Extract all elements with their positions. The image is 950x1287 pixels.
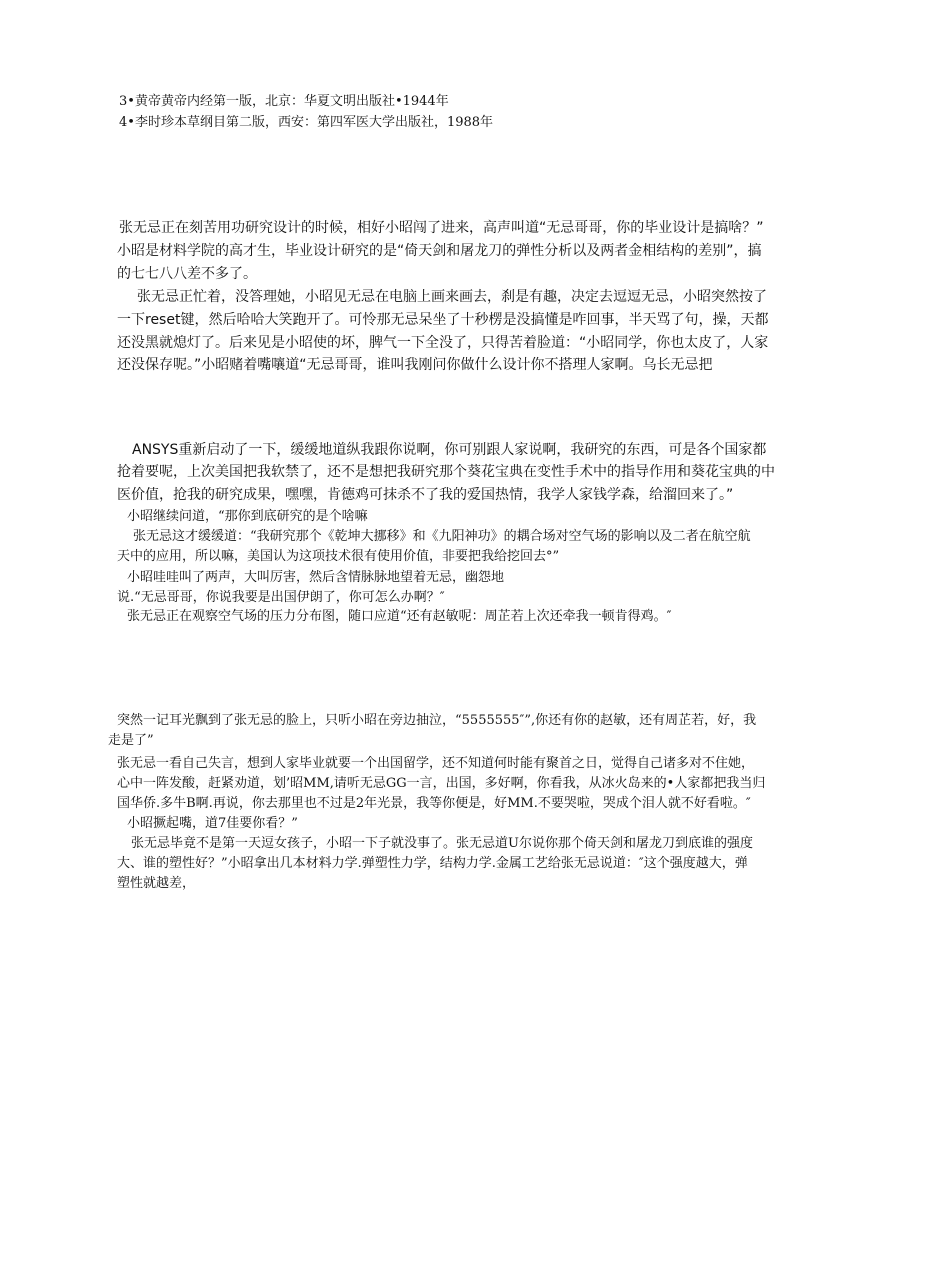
paragraph1-line-7: 还没保存呢。”小昭赌着嘴嚷道“无忌哥哥，谁叫我刚问你做什么设计你不搭理人家啊。乌长无忌把 bbox=[117, 357, 713, 373]
paragraph2-line-4: 小昭继续问道，“那你到底研究的是个啥嘛 bbox=[127, 509, 368, 524]
paragraph1-line-3: 的七七八八差不多了。 bbox=[117, 266, 257, 282]
paragraph3-line-4: 心中一阵发酸，赶紧劝道，划’昭MM,请听无忌GG一言，出国，多好啊，你看我，从冰火岛来的•人家都把我当归 bbox=[117, 776, 766, 791]
paragraph2-line-3: 医价值，抢我的研究成果，嘿嘿，肯德鸡可抹杀不了我的爱国热情，我学人家钱学森，给溜回来了。” bbox=[117, 487, 734, 503]
paragraph2-line-7: 小昭哇哇叫了两声，大叫厉害，然后含情脉脉地望着无忌，幽怨地 bbox=[127, 570, 505, 585]
paragraph1-line-6: 还没黑就熄灯了。后来见是小昭使的坏，脾气一下全没了，只得苦着脸道：“小昭同学，你也太皮了，人家 bbox=[117, 335, 769, 351]
paragraph3-line-7: 张无忌毕竟不是第一天逗女孩子，小昭一下子就没事了。张无忌道U尔说你那个倚天剑和屠龙刀到底谁的强度 bbox=[131, 836, 753, 851]
paragraph2-line-5: 张无忌这才缓缓道：“我研究那个《乾坤大挪移》和《九阳神功》的耦合场对空气场的影响以及二者在航空航 bbox=[133, 529, 751, 544]
paragraph1-line-2: 小昭是材料学院的高才生，毕业设计研究的是“倚天剑和屠龙刀的弹性分析以及两者金相结构的差别”，搞 bbox=[117, 243, 762, 259]
paragraph3-line-9: 塑性就越差， bbox=[117, 876, 196, 891]
reference-4: 4•李时珍本草纲目第二版，西安：第四军医大学出版社，1988年 bbox=[119, 115, 494, 130]
paragraph3-line-6: 小昭撅起嘴，道7佳要你看？” bbox=[127, 816, 298, 831]
paragraph3-line-3: 张无忌一看自己失言，想到人家毕业就要一个出国留学，还不知道何时能有聚首之日，觉得自己诸多对不住她， bbox=[117, 756, 755, 771]
reference-3: 3•黄帝黄帝内经第一版，北京：华夏文明出版社•1944年 bbox=[119, 94, 449, 109]
paragraph2-line-8: 说.“无忌哥哥，你说我要是出国伊朗了，你可怎么办啊？″ bbox=[117, 590, 445, 605]
paragraph2-line-9: 张无忌正在观察空气场的压力分布图，随口应道“还有赵敏呢：周芷若上次还牵我一顿肯得鸡。″ bbox=[127, 609, 672, 624]
paragraph3-line-2: 走是了” bbox=[108, 733, 154, 748]
paragraph3-line-1: 突然一记耳光飘到了张无忌的脸上，只听小昭在旁边抽泣，“5555555″”,你还有你的赵敏，还有周芷若，好，我 bbox=[117, 713, 757, 728]
paragraph2-line-1: ANSYS重新启动了一下，缓缓地道纵我跟你说啊，你可别跟人家说啊，我研究的东西，可是各个国家都 bbox=[132, 442, 767, 458]
paragraph1-line-1: 张无忌正在刻苦用功研究设计的时候，相好小昭闯了进来，高声叫道“无忌哥哥，你的毕业设计是搞啥？” bbox=[119, 220, 764, 236]
paragraph1-line-4: 张无忌正忙着，没答理她，小昭见无忌在电脑上画来画去，刹是有趣，决定去逗逗无忌，小昭突然按了 bbox=[137, 289, 767, 305]
paragraph1-line-5: 一下reset键，然后哈哈大笑跑开了。可怜那无忌呆坐了十秒楞是没搞懂是咋回事，半天骂了句，操，天都 bbox=[117, 312, 769, 328]
paragraph2-line-2: 抢着要呢，上次美国把我软禁了，还不是想把我研究那个葵花宝典在变性手术中的指导作用和葵花宝典的中 bbox=[117, 464, 775, 480]
paragraph3-line-5: 国华侨.多牛B啊.再说，你去那里也不过是2年光景，我等你便是，好MM.不要哭啦，哭成个泪人就不好看啦。″ bbox=[117, 796, 751, 811]
paragraph3-line-8: 大、谁的塑性好？”小昭拿出几本材料力学.弹塑性力学，结构力学.金属工艺给张无忌说道：″这个强度越大，弹 bbox=[117, 856, 748, 871]
paragraph2-line-6: 天中的应用，所以嘛，美国认为这项技术很有使用价值，非要把我给挖回去°” bbox=[117, 549, 560, 564]
